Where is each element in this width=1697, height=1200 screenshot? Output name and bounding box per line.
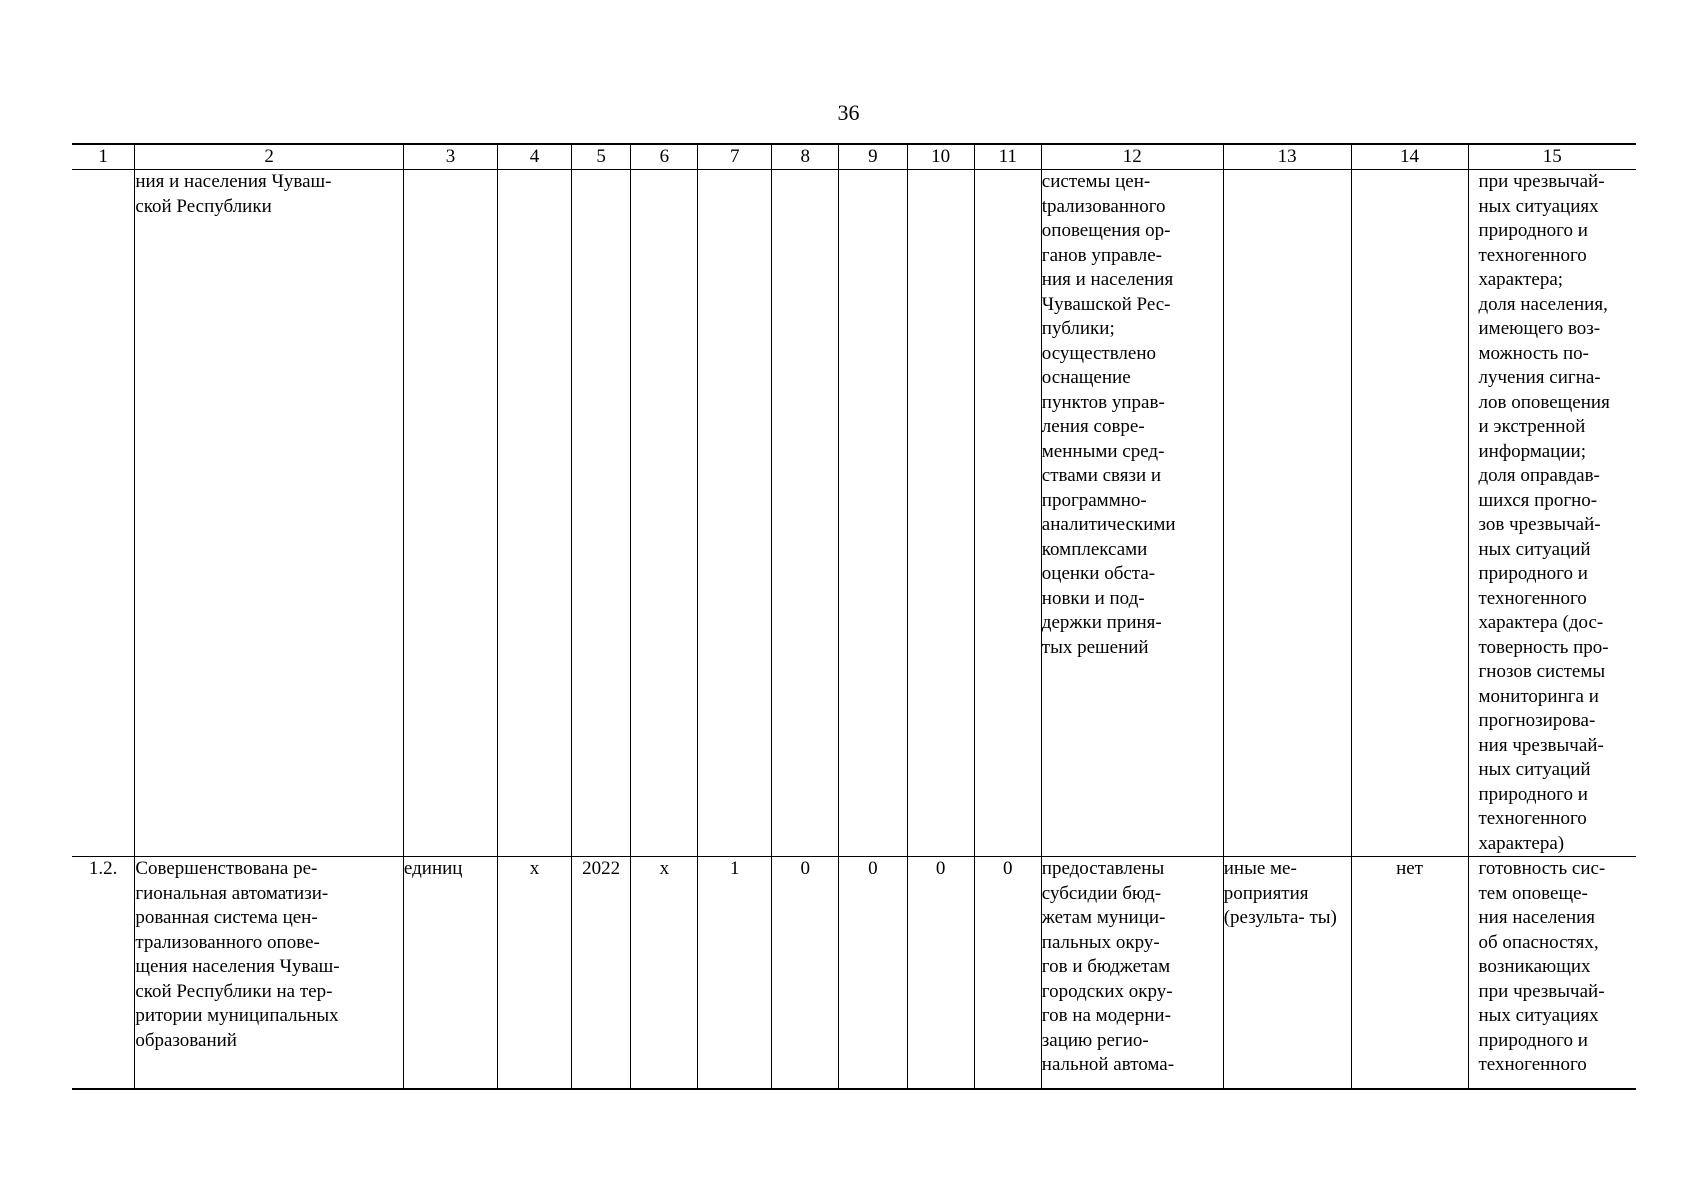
table-cell <box>498 170 572 857</box>
column-header: 15 <box>1468 144 1636 170</box>
table-row <box>72 857 1636 1089</box>
unit-cell: единиц <box>403 857 497 1089</box>
value-cell: 1 <box>698 857 772 1089</box>
row-number-cell: 1.2. <box>72 857 135 1089</box>
column-header: 1 <box>72 144 135 170</box>
description-cell: предоставлены субсидии бюд- жетам муници- пальных окру- гов и бюджетам городских окру- гов на модерни- зацию регио- нальной автома- <box>1041 857 1223 1089</box>
table-cell <box>907 170 974 857</box>
result-name-cell: ния и населения Чуваш- ской Республики <box>135 170 404 857</box>
table-cell <box>631 170 698 857</box>
column-header: 12 <box>1041 144 1223 170</box>
type-cell <box>1223 170 1351 857</box>
column-header: 5 <box>571 144 631 170</box>
table-cell <box>772 170 839 857</box>
column-header: 9 <box>839 144 907 170</box>
table-cell: х <box>631 857 698 1089</box>
header-row <box>72 144 1636 170</box>
flag-cell: нет <box>1351 857 1468 1089</box>
page-number: 36 <box>837 100 860 125</box>
table-cell <box>974 170 1041 857</box>
column-header: 6 <box>631 144 698 170</box>
indicator-cell: при чрезвычай- ных ситуациях природного и техногенного характера; доля населения, имеющего воз- можность по- лучения сигна- лов оповещения и экстренной информации; доля оправдав- шихся прогно- зов чрезвычай- ных ситуаций природного и техногенного характера (дос- товерность про- гнозов системы мониторинга и прогнозирова- ния чрезвычай- ных ситуаций природного и техногенного характера) <box>1468 170 1636 857</box>
indicator-cell: готовность сис- тем оповеще- ния населения об опасностях, возникающих при чрезвычай- ных ситуациях природного и техногенного <box>1468 857 1636 1089</box>
table-cell: х <box>498 857 572 1089</box>
value-cell: 0 <box>772 857 839 1089</box>
description-cell: системы цен- tрализованного оповещения ор- ганов управле- ния и населения Чувашской Рес- публики; осуществлено оснащение пунктов управ- ления совре- менными сред- ствами связи и программно- аналитическими комплексами оценки обста- новки и под- держки приня- тых решений <box>1041 170 1223 857</box>
column-header: 10 <box>907 144 974 170</box>
value-cell: 0 <box>839 857 907 1089</box>
table-row <box>72 170 1636 857</box>
flag-cell <box>1351 170 1468 857</box>
value-cell: 0 <box>907 857 974 1089</box>
column-header: 13 <box>1223 144 1351 170</box>
row-number-cell <box>72 170 135 857</box>
result-name-cell: Совершенствована ре- гиональная автоматизи- рованная система цен- трализованного опове- щения населения Чуваш- ской Республики на тер- ритории муниципальных образований <box>135 857 404 1089</box>
column-header: 3 <box>403 144 497 170</box>
column-header: 7 <box>698 144 772 170</box>
column-header: 14 <box>1351 144 1468 170</box>
column-header: 8 <box>772 144 839 170</box>
column-header: 11 <box>974 144 1041 170</box>
year-cell: 2022 <box>571 857 631 1089</box>
table-cell <box>698 170 772 857</box>
unit-cell <box>403 170 497 857</box>
indicator-table <box>72 143 1636 1090</box>
table-cell <box>839 170 907 857</box>
type-cell: иные ме- роприятия (результа- ты) <box>1223 857 1351 1089</box>
table-cell <box>571 170 631 857</box>
column-header: 4 <box>498 144 572 170</box>
column-header: 2 <box>135 144 404 170</box>
value-cell: 0 <box>974 857 1041 1089</box>
